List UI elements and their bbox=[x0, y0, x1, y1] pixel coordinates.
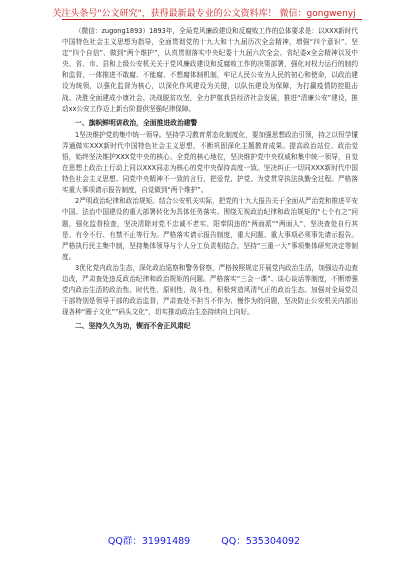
contact-footer bbox=[0, 533, 408, 547]
section-heading-2: 二、坚持久久为功，锲而不舍正风肃纪 bbox=[75, 322, 191, 331]
qq-number: QQ：535304092 bbox=[221, 536, 301, 547]
section-heading-1: 一、旗帜鲜明讲政治，全面推进政治建警 bbox=[75, 118, 198, 127]
banner-divider bbox=[62, 19, 362, 20]
paragraph-3: 3优化党内政治生态，深化政治巡察和警务督察，严格按照规定开展党内政治生活，加强边办边查边改，严肃查处违反政治纪律和政治规矩的问题。严格落实“三会一课”、谈心谈话等制度，不断增强党内政治生活的政治性、时代性、原则性、战斗性，积极营造风清气正的政治生态。加强对全局党员干部特别是领导干部的政治监督，严肃查处不担当不作为、慢作为的问题，坚决防止公安机关内部出现各种“圈子文化”“码头文化”，切实推动政治生态持续向上向好。 bbox=[62, 263, 358, 317]
paragraph-2: 2严明政治纪律和政治规矩。结合公安机关实际，把党的十九大报告关于全面从严治党和推进平安中国、法治中国建设的重大部署转化为具体任务落实。围绕无视政治纪律和政治规矩的“七个有之”问题，强化监督检查，坚决清除对党不忠诚不老实、阳奉阴违的“两面派”“两面人”，坚决查处自行其是、有令不行、有禁不止等行为。严格落实请示报告制度，重大问题、重大事项必须事先请示报告。严格执行民主集中制，坚持集体领导与个人分工负责相结合，坚持“三重一大”事项集体研究决定等制度。 bbox=[62, 197, 358, 261]
promo-banner: 关注头条号"公文研究"，获得最新最专业的公文资料库！ 微信：gongwenyj bbox=[52, 9, 356, 19]
intro-paragraph: （微信：zugong1893）1893年，全局党风廉政建设和反腐败工作的总体要求是：以XXX新时代中国特色社会主义思想为指导，全面贯彻党的十九大和十九届历次全会精神，增强“四个意识”、坚定“四个自信”、做到“两个维护”，认真贯彻落实中央纪委十九届六次全会、省纪委x全会精神以及中央、省、市、县和上级公安机关关于党风廉政建设和反腐败工作的决策部署，强化对权力运行的制约和监督，一体推进不敢腐、不能腐、不想腐体制机制，牢记人民公安为人民的初心和使命，以政治建设为统领，以强化监督为核心，以深化作风建设为关键，以队伍建设为保障，为打赢疫情防控阻击战、决胜全面建成小康社会、决战脱贫攻坚，全力护航我县经济社会发展，推进“清廉公安”建设，推动xx公安工作迈上新台阶提供坚强纪律保障。 bbox=[62, 27, 358, 113]
qq-group-number: QQ群：31991489 bbox=[107, 536, 191, 547]
document-body bbox=[62, 26, 358, 333]
paragraph-1: 1坚决维护党的集中统一领导。坚持学习教育常态化制度化，要加强思想政治引领，持之以恒学懂弄通做实XXX新时代中国特色社会主义思想，不断巩固深化主题教育成果。提高政治站位、政治觉悟，始终坚决维护XXX党中央的核心、全党的核心地位，坚决维护党中央权威和集中统一领导，自觉在思想上政治上行动上同以XXX同志为核心的党中央保持高度一致。坚决纠正一切同XXX新时代中国特色社会主义思想、同党中央精神不一致的言行，把爱党、护党、为党贯穿执法执勤全过程。严格落实重大事项请示报告制度，自觉做到“两个维护”。 bbox=[62, 130, 358, 195]
